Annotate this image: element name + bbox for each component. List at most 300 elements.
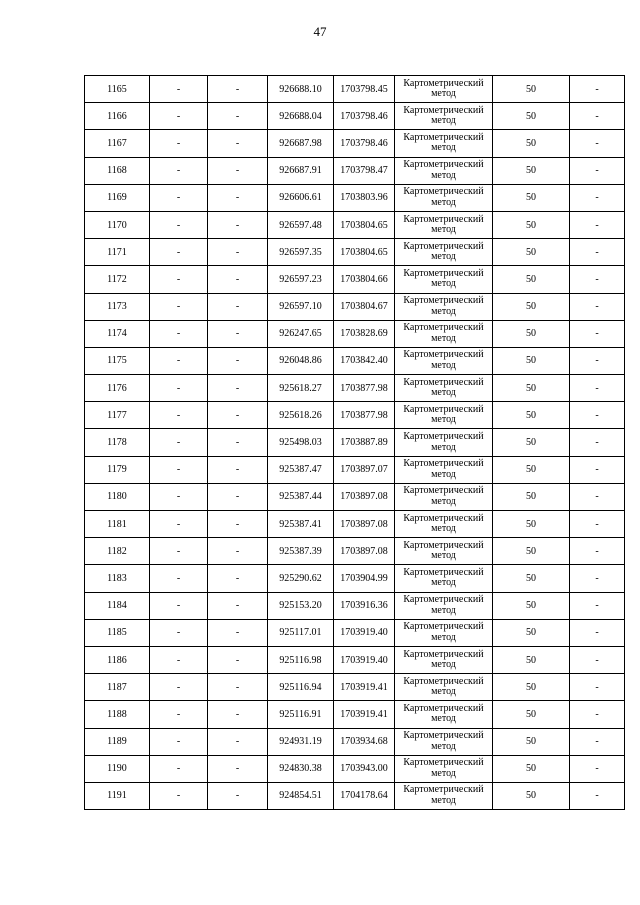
table-row bbox=[85, 375, 625, 402]
x-coordinate-cell: 924931.19 bbox=[268, 728, 334, 755]
point-number-cell: 1186 bbox=[85, 646, 150, 673]
method-line-1: Картометрический bbox=[403, 213, 484, 225]
dash-cell-2: - bbox=[208, 293, 268, 320]
table-row bbox=[85, 320, 625, 347]
method-cell bbox=[395, 565, 493, 592]
dash-cell-1: - bbox=[150, 782, 208, 809]
point-number-cell: 1177 bbox=[85, 402, 150, 429]
accuracy-cell: 50 bbox=[493, 347, 570, 374]
y-coordinate-cell: 1703897.07 bbox=[334, 456, 395, 483]
method-cell bbox=[395, 538, 493, 565]
method-line-1: Картометрический bbox=[403, 131, 484, 143]
table-body bbox=[85, 76, 625, 810]
dash-cell-2: - bbox=[208, 701, 268, 728]
method-cell bbox=[395, 674, 493, 701]
dash-cell-1: - bbox=[150, 320, 208, 347]
dash-cell-3: - bbox=[570, 592, 625, 619]
y-coordinate-cell: 1703804.67 bbox=[334, 293, 395, 320]
method-line-2: метод bbox=[431, 767, 456, 779]
table-row bbox=[85, 755, 625, 782]
y-coordinate-cell: 1703798.46 bbox=[334, 103, 395, 130]
y-coordinate-cell: 1703897.08 bbox=[334, 538, 395, 565]
method-line-1: Картометрический bbox=[403, 485, 484, 497]
point-number-cell: 1188 bbox=[85, 701, 150, 728]
method-line-2: метод bbox=[431, 115, 456, 127]
method-line-2: метод bbox=[431, 495, 456, 507]
y-coordinate-cell: 1703842.40 bbox=[334, 347, 395, 374]
method-cell bbox=[395, 239, 493, 266]
method-line-2: метод bbox=[431, 713, 456, 725]
point-number-cell: 1173 bbox=[85, 293, 150, 320]
method-line-1: Картометрический bbox=[403, 648, 484, 660]
accuracy-cell: 50 bbox=[493, 755, 570, 782]
dash-cell-2: - bbox=[208, 565, 268, 592]
accuracy-cell: 50 bbox=[493, 538, 570, 565]
method-line-1: Картометрический bbox=[403, 757, 484, 769]
point-number-cell: 1176 bbox=[85, 375, 150, 402]
x-coordinate-cell: 925116.98 bbox=[268, 646, 334, 673]
dash-cell-1: - bbox=[150, 701, 208, 728]
x-coordinate-cell: 925116.94 bbox=[268, 674, 334, 701]
dash-cell-2: - bbox=[208, 511, 268, 538]
y-coordinate-cell: 1703877.98 bbox=[334, 402, 395, 429]
method-cell bbox=[395, 375, 493, 402]
method-cell bbox=[395, 782, 493, 809]
y-coordinate-cell: 1703804.66 bbox=[334, 266, 395, 293]
method-line-2: метод bbox=[431, 414, 456, 426]
x-coordinate-cell: 926048.86 bbox=[268, 347, 334, 374]
dash-cell-2: - bbox=[208, 157, 268, 184]
dash-cell-2: - bbox=[208, 239, 268, 266]
dash-cell-1: - bbox=[150, 266, 208, 293]
dash-cell-1: - bbox=[150, 375, 208, 402]
point-number-cell: 1187 bbox=[85, 674, 150, 701]
method-line-2: метод bbox=[431, 224, 456, 236]
method-line-2: метод bbox=[431, 332, 456, 344]
method-cell bbox=[395, 266, 493, 293]
method-cell bbox=[395, 619, 493, 646]
dash-cell-1: - bbox=[150, 429, 208, 456]
table-row bbox=[85, 266, 625, 293]
point-number-cell: 1166 bbox=[85, 103, 150, 130]
dash-cell-3: - bbox=[570, 266, 625, 293]
method-line-2: метод bbox=[431, 468, 456, 480]
y-coordinate-cell: 1703877.98 bbox=[334, 375, 395, 402]
method-line-2: метод bbox=[431, 740, 456, 752]
method-line-2: метод bbox=[431, 387, 456, 399]
x-coordinate-cell: 926687.91 bbox=[268, 157, 334, 184]
dash-cell-2: - bbox=[208, 103, 268, 130]
method-cell bbox=[395, 76, 493, 103]
accuracy-cell: 50 bbox=[493, 674, 570, 701]
method-cell bbox=[395, 429, 493, 456]
y-coordinate-cell: 1703828.69 bbox=[334, 320, 395, 347]
dash-cell-3: - bbox=[570, 293, 625, 320]
dash-cell-1: - bbox=[150, 646, 208, 673]
accuracy-cell: 50 bbox=[493, 320, 570, 347]
dash-cell-3: - bbox=[570, 429, 625, 456]
y-coordinate-cell: 1704178.64 bbox=[334, 782, 395, 809]
dash-cell-1: - bbox=[150, 157, 208, 184]
dash-cell-3: - bbox=[570, 184, 625, 211]
y-coordinate-cell: 1703943.00 bbox=[334, 755, 395, 782]
method-cell bbox=[395, 456, 493, 483]
dash-cell-1: - bbox=[150, 184, 208, 211]
point-number-cell: 1180 bbox=[85, 483, 150, 510]
point-number-cell: 1183 bbox=[85, 565, 150, 592]
x-coordinate-cell: 926597.48 bbox=[268, 211, 334, 238]
accuracy-cell: 50 bbox=[493, 429, 570, 456]
dash-cell-2: - bbox=[208, 483, 268, 510]
table-row bbox=[85, 211, 625, 238]
dash-cell-3: - bbox=[570, 538, 625, 565]
method-line-1: Картометрический bbox=[403, 621, 484, 633]
dash-cell-1: - bbox=[150, 103, 208, 130]
point-number-cell: 1182 bbox=[85, 538, 150, 565]
y-coordinate-cell: 1703798.46 bbox=[334, 130, 395, 157]
accuracy-cell: 50 bbox=[493, 646, 570, 673]
method-line-2: метод bbox=[431, 142, 456, 154]
dash-cell-1: - bbox=[150, 619, 208, 646]
coordinates-table bbox=[84, 75, 625, 810]
point-number-cell: 1184 bbox=[85, 592, 150, 619]
accuracy-cell: 50 bbox=[493, 592, 570, 619]
table-row bbox=[85, 782, 625, 809]
dash-cell-2: - bbox=[208, 646, 268, 673]
dash-cell-2: - bbox=[208, 130, 268, 157]
method-line-1: Картометрический bbox=[403, 702, 484, 714]
method-line-2: метод bbox=[431, 550, 456, 562]
x-coordinate-cell: 926597.35 bbox=[268, 239, 334, 266]
dash-cell-2: - bbox=[208, 619, 268, 646]
method-line-2: метод bbox=[431, 278, 456, 290]
x-coordinate-cell: 924830.38 bbox=[268, 755, 334, 782]
dash-cell-1: - bbox=[150, 565, 208, 592]
dash-cell-3: - bbox=[570, 728, 625, 755]
table-row bbox=[85, 565, 625, 592]
dash-cell-1: - bbox=[150, 211, 208, 238]
dash-cell-1: - bbox=[150, 483, 208, 510]
dash-cell-3: - bbox=[570, 511, 625, 538]
dash-cell-1: - bbox=[150, 538, 208, 565]
y-coordinate-cell: 1703804.65 bbox=[334, 239, 395, 266]
table-row bbox=[85, 456, 625, 483]
dash-cell-1: - bbox=[150, 456, 208, 483]
x-coordinate-cell: 926247.65 bbox=[268, 320, 334, 347]
method-line-1: Картометрический bbox=[403, 349, 484, 361]
method-line-2: метод bbox=[431, 305, 456, 317]
table-row bbox=[85, 103, 625, 130]
dash-cell-2: - bbox=[208, 456, 268, 483]
accuracy-cell: 50 bbox=[493, 157, 570, 184]
dash-cell-2: - bbox=[208, 782, 268, 809]
dash-cell-1: - bbox=[150, 728, 208, 755]
method-line-2: метод bbox=[431, 631, 456, 643]
dash-cell-1: - bbox=[150, 402, 208, 429]
dash-cell-3: - bbox=[570, 565, 625, 592]
x-coordinate-cell: 926597.23 bbox=[268, 266, 334, 293]
x-coordinate-cell: 925498.03 bbox=[268, 429, 334, 456]
y-coordinate-cell: 1703887.89 bbox=[334, 429, 395, 456]
y-coordinate-cell: 1703897.08 bbox=[334, 483, 395, 510]
accuracy-cell: 50 bbox=[493, 76, 570, 103]
x-coordinate-cell: 926687.98 bbox=[268, 130, 334, 157]
point-number-cell: 1185 bbox=[85, 619, 150, 646]
method-line-2: метод bbox=[431, 604, 456, 616]
dash-cell-3: - bbox=[570, 375, 625, 402]
dash-cell-2: - bbox=[208, 538, 268, 565]
dash-cell-3: - bbox=[570, 483, 625, 510]
method-cell bbox=[395, 728, 493, 755]
dash-cell-2: - bbox=[208, 184, 268, 211]
method-cell bbox=[395, 347, 493, 374]
x-coordinate-cell: 926688.04 bbox=[268, 103, 334, 130]
x-coordinate-cell: 925618.26 bbox=[268, 402, 334, 429]
method-line-1: Картометрический bbox=[403, 458, 484, 470]
accuracy-cell: 50 bbox=[493, 456, 570, 483]
dash-cell-2: - bbox=[208, 429, 268, 456]
x-coordinate-cell: 926606.61 bbox=[268, 184, 334, 211]
accuracy-cell: 50 bbox=[493, 701, 570, 728]
dash-cell-3: - bbox=[570, 755, 625, 782]
method-line-1: Картометрический bbox=[403, 403, 484, 415]
method-line-1: Картометрический bbox=[403, 104, 484, 116]
method-cell bbox=[395, 592, 493, 619]
method-line-1: Картометрический bbox=[403, 376, 484, 388]
method-cell bbox=[395, 511, 493, 538]
table-row bbox=[85, 184, 625, 211]
method-line-1: Картометрический bbox=[403, 675, 484, 687]
method-line-2: метод bbox=[431, 577, 456, 589]
x-coordinate-cell: 925387.47 bbox=[268, 456, 334, 483]
accuracy-cell: 50 bbox=[493, 130, 570, 157]
method-line-1: Картометрический bbox=[403, 594, 484, 606]
dash-cell-3: - bbox=[570, 130, 625, 157]
accuracy-cell: 50 bbox=[493, 211, 570, 238]
y-coordinate-cell: 1703919.40 bbox=[334, 619, 395, 646]
accuracy-cell: 50 bbox=[493, 565, 570, 592]
point-number-cell: 1179 bbox=[85, 456, 150, 483]
table-row bbox=[85, 592, 625, 619]
dash-cell-1: - bbox=[150, 755, 208, 782]
table-row bbox=[85, 157, 625, 184]
dash-cell-2: - bbox=[208, 592, 268, 619]
method-line-1: Картометрический bbox=[403, 431, 484, 443]
y-coordinate-cell: 1703919.40 bbox=[334, 646, 395, 673]
table-row bbox=[85, 701, 625, 728]
point-number-cell: 1172 bbox=[85, 266, 150, 293]
y-coordinate-cell: 1703916.36 bbox=[334, 592, 395, 619]
dash-cell-1: - bbox=[150, 130, 208, 157]
dash-cell-1: - bbox=[150, 592, 208, 619]
accuracy-cell: 50 bbox=[493, 402, 570, 429]
method-cell bbox=[395, 103, 493, 130]
method-line-1: Картометрический bbox=[403, 295, 484, 307]
method-line-2: метод bbox=[431, 88, 456, 100]
method-line-2: метод bbox=[431, 359, 456, 371]
y-coordinate-cell: 1703803.96 bbox=[334, 184, 395, 211]
y-coordinate-cell: 1703904.99 bbox=[334, 565, 395, 592]
table-row bbox=[85, 619, 625, 646]
method-cell bbox=[395, 157, 493, 184]
point-number-cell: 1191 bbox=[85, 782, 150, 809]
point-number-cell: 1189 bbox=[85, 728, 150, 755]
method-cell bbox=[395, 402, 493, 429]
dash-cell-3: - bbox=[570, 646, 625, 673]
point-number-cell: 1165 bbox=[85, 76, 150, 103]
table-row bbox=[85, 483, 625, 510]
y-coordinate-cell: 1703897.08 bbox=[334, 511, 395, 538]
point-number-cell: 1181 bbox=[85, 511, 150, 538]
dash-cell-2: - bbox=[208, 347, 268, 374]
point-number-cell: 1175 bbox=[85, 347, 150, 374]
accuracy-cell: 50 bbox=[493, 375, 570, 402]
accuracy-cell: 50 bbox=[493, 782, 570, 809]
method-cell bbox=[395, 184, 493, 211]
x-coordinate-cell: 925116.91 bbox=[268, 701, 334, 728]
dash-cell-2: - bbox=[208, 674, 268, 701]
dash-cell-2: - bbox=[208, 266, 268, 293]
table-row bbox=[85, 538, 625, 565]
y-coordinate-cell: 1703804.65 bbox=[334, 211, 395, 238]
method-line-1: Картометрический bbox=[403, 730, 484, 742]
dash-cell-2: - bbox=[208, 211, 268, 238]
method-cell bbox=[395, 211, 493, 238]
accuracy-cell: 50 bbox=[493, 728, 570, 755]
method-line-2: метод bbox=[431, 251, 456, 263]
method-cell bbox=[395, 320, 493, 347]
point-number-cell: 1168 bbox=[85, 157, 150, 184]
dash-cell-3: - bbox=[570, 619, 625, 646]
table-row bbox=[85, 293, 625, 320]
accuracy-cell: 50 bbox=[493, 619, 570, 646]
table-row bbox=[85, 646, 625, 673]
dash-cell-2: - bbox=[208, 76, 268, 103]
y-coordinate-cell: 1703798.45 bbox=[334, 76, 395, 103]
x-coordinate-cell: 925387.39 bbox=[268, 538, 334, 565]
method-line-2: метод bbox=[431, 169, 456, 181]
dash-cell-1: - bbox=[150, 347, 208, 374]
table-row bbox=[85, 347, 625, 374]
y-coordinate-cell: 1703934.68 bbox=[334, 728, 395, 755]
x-coordinate-cell: 925618.27 bbox=[268, 375, 334, 402]
dash-cell-3: - bbox=[570, 76, 625, 103]
dash-cell-1: - bbox=[150, 511, 208, 538]
dash-cell-2: - bbox=[208, 402, 268, 429]
table-row bbox=[85, 239, 625, 266]
dash-cell-3: - bbox=[570, 103, 625, 130]
dash-cell-1: - bbox=[150, 76, 208, 103]
dash-cell-3: - bbox=[570, 347, 625, 374]
point-number-cell: 1178 bbox=[85, 429, 150, 456]
table-row bbox=[85, 130, 625, 157]
method-line-1: Картометрический bbox=[403, 267, 484, 279]
table-row bbox=[85, 674, 625, 701]
x-coordinate-cell: 925387.41 bbox=[268, 511, 334, 538]
method-cell bbox=[395, 293, 493, 320]
method-line-1: Картометрический bbox=[403, 186, 484, 198]
table-row bbox=[85, 511, 625, 538]
method-line-1: Картометрический bbox=[403, 512, 484, 524]
x-coordinate-cell: 926597.10 bbox=[268, 293, 334, 320]
x-coordinate-cell: 925290.62 bbox=[268, 565, 334, 592]
method-line-2: метод bbox=[431, 659, 456, 671]
accuracy-cell: 50 bbox=[493, 511, 570, 538]
method-line-1: Картометрический bbox=[403, 566, 484, 578]
point-number-cell: 1170 bbox=[85, 211, 150, 238]
dash-cell-3: - bbox=[570, 674, 625, 701]
table-row bbox=[85, 402, 625, 429]
x-coordinate-cell: 926688.10 bbox=[268, 76, 334, 103]
table-row bbox=[85, 728, 625, 755]
method-cell bbox=[395, 646, 493, 673]
x-coordinate-cell: 925153.20 bbox=[268, 592, 334, 619]
method-line-2: метод bbox=[431, 794, 456, 806]
dash-cell-1: - bbox=[150, 239, 208, 266]
method-line-1: Картометрический bbox=[403, 322, 484, 334]
dash-cell-3: - bbox=[570, 402, 625, 429]
dash-cell-3: - bbox=[570, 239, 625, 266]
point-number-cell: 1169 bbox=[85, 184, 150, 211]
method-line-2: метод bbox=[431, 523, 456, 535]
point-number-cell: 1174 bbox=[85, 320, 150, 347]
method-cell bbox=[395, 130, 493, 157]
accuracy-cell: 50 bbox=[493, 184, 570, 211]
accuracy-cell: 50 bbox=[493, 293, 570, 320]
method-line-2: метод bbox=[431, 196, 456, 208]
dash-cell-3: - bbox=[570, 157, 625, 184]
y-coordinate-cell: 1703919.41 bbox=[334, 701, 395, 728]
method-cell bbox=[395, 701, 493, 728]
dash-cell-3: - bbox=[570, 456, 625, 483]
method-line-1: Картометрический bbox=[403, 539, 484, 551]
table-row bbox=[85, 76, 625, 103]
point-number-cell: 1171 bbox=[85, 239, 150, 266]
method-line-1: Картометрический bbox=[403, 240, 484, 252]
accuracy-cell: 50 bbox=[493, 239, 570, 266]
accuracy-cell: 50 bbox=[493, 483, 570, 510]
dash-cell-1: - bbox=[150, 674, 208, 701]
method-cell bbox=[395, 483, 493, 510]
dash-cell-3: - bbox=[570, 320, 625, 347]
dash-cell-3: - bbox=[570, 701, 625, 728]
x-coordinate-cell: 924854.51 bbox=[268, 782, 334, 809]
table-row bbox=[85, 429, 625, 456]
page-number: 47 bbox=[313, 24, 327, 39]
dash-cell-2: - bbox=[208, 728, 268, 755]
point-number-cell: 1167 bbox=[85, 130, 150, 157]
dash-cell-1: - bbox=[150, 293, 208, 320]
method-line-1: Картометрический bbox=[403, 77, 484, 89]
dash-cell-3: - bbox=[570, 211, 625, 238]
accuracy-cell: 50 bbox=[493, 266, 570, 293]
method-cell bbox=[395, 755, 493, 782]
point-number-cell: 1190 bbox=[85, 755, 150, 782]
y-coordinate-cell: 1703798.47 bbox=[334, 157, 395, 184]
method-line-2: метод bbox=[431, 441, 456, 453]
y-coordinate-cell: 1703919.41 bbox=[334, 674, 395, 701]
x-coordinate-cell: 925117.01 bbox=[268, 619, 334, 646]
dash-cell-2: - bbox=[208, 375, 268, 402]
dash-cell-3: - bbox=[570, 782, 625, 809]
method-line-1: Картометрический bbox=[403, 784, 484, 796]
accuracy-cell: 50 bbox=[493, 103, 570, 130]
dash-cell-2: - bbox=[208, 320, 268, 347]
x-coordinate-cell: 925387.44 bbox=[268, 483, 334, 510]
dash-cell-2: - bbox=[208, 755, 268, 782]
method-line-2: метод bbox=[431, 686, 456, 698]
method-line-1: Картометрический bbox=[403, 159, 484, 171]
